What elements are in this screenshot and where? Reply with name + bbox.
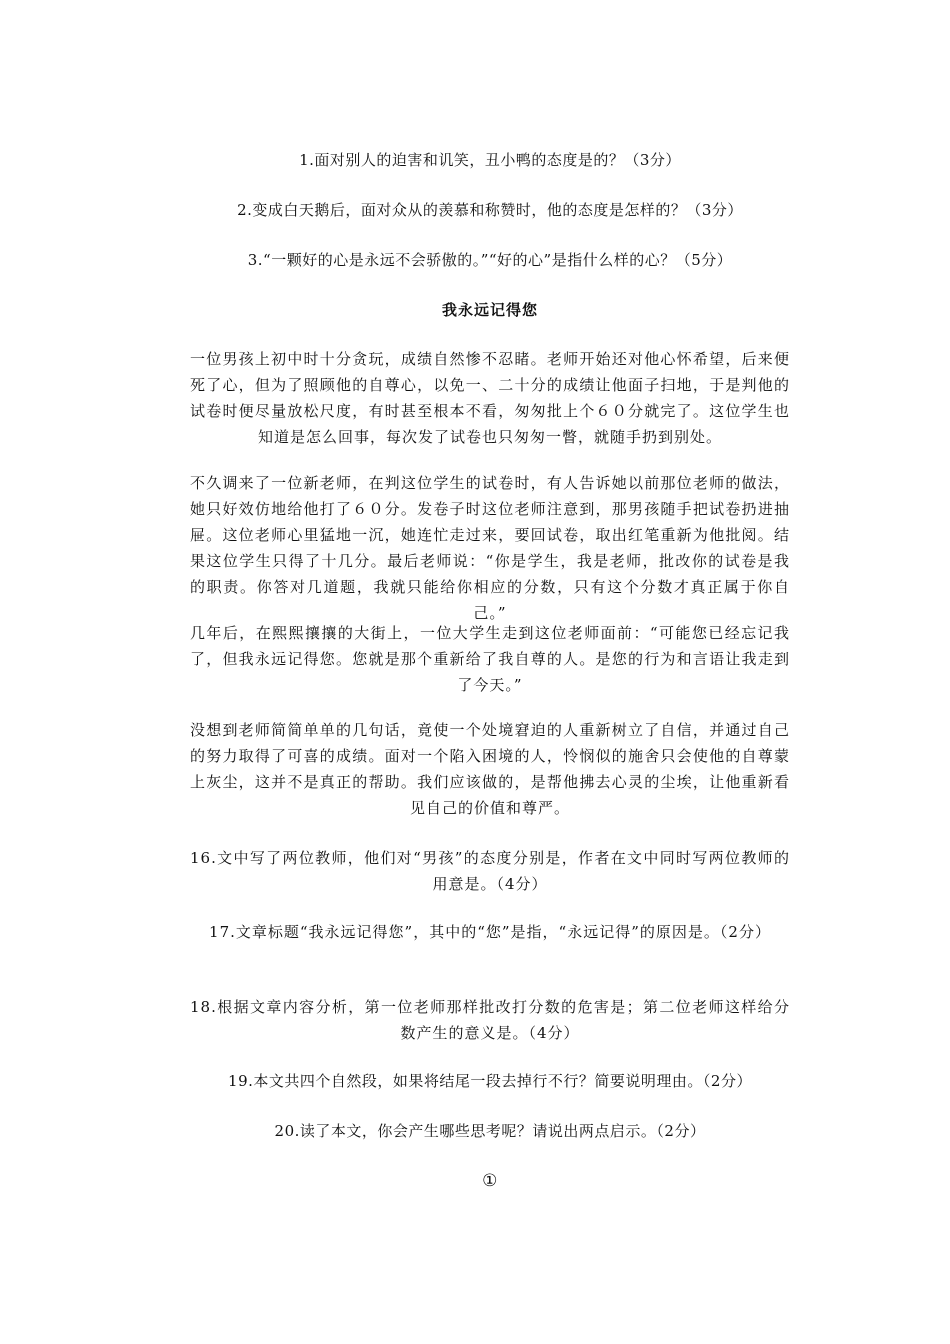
page-number: ① xyxy=(482,1171,498,1191)
question-20: 20.读了本文，你会产生哪些思考呢？请说出两点启示。（2分） xyxy=(274,1122,706,1140)
article-paragraph-1: 一位男孩上初中时十分贪玩，成绩自然惨不忍睹。老师开始还对他心怀希望，后来便死了心，但为了照顾他的自尊心，以免一、二十分的成绩让他面子扫地，于是判他的试卷时便尽量放松尺度，有时甚至根本不看，匆匆批上个６０分就完了。这位学生也知道是怎么回事，每次发了试卷也只匆匆一瞥，就随手扔到别处。 xyxy=(190,350,790,446)
question-1: 1.面对别人的迫害和讥笑，丑小鸭的态度是的？（3分） xyxy=(299,151,681,169)
question-3: 3.“一颗好的心是永远不会骄傲的。”“好的心”是指什么样的心？（5分） xyxy=(247,251,733,269)
question-16: 16.文中写了两位教师，他们对“男孩”的态度分别是，作者在文中同时写两位教师的用意是。（4分） xyxy=(190,849,790,893)
article-paragraph-4: 没想到老师简简单单的几句话，竟使一个处境窘迫的人重新树立了自信，并通过自己的努力取得了可喜的成绩。面对一个陷入困境的人，怜悯似的施舍只会使他的自尊蒙上灰尘，这并不是真正的帮助。我们应该做的，是帮他拂去心灵的尘埃，让他重新看见自己的价值和尊严。 xyxy=(190,721,790,817)
article-title: 我永远记得您 xyxy=(441,301,538,319)
question-18: 18.根据文章内容分析，第一位老师那样批改打分数的危害是；第二位老师这样给分数产生的意义是。（4分） xyxy=(190,998,790,1042)
question-2: 2.变成白天鹅后，面对众从的羡慕和称赞时，他的态度是怎样的？（3分） xyxy=(237,201,743,219)
question-17: 17.文章标题“我永远记得您”，其中的“您”是指，“永远记得”的原因是。（2分） xyxy=(209,923,771,941)
article-paragraph-2: 不久调来了一位新老师，在判这位学生的试卷时，有人告诉她以前那位老师的做法，她只好效仿地给他打了６０分。发卷子时这位老师注意到，那男孩随手把试卷扔进抽屉。这位老师心里猛地一沉，她连忙走过来，要回试卷，取出红笔重新为他批阅。结果这位学生只得了十几分。最后老师说：“你是学生，我是老师，批改你的试卷是我的职责。你答对几道题，我就只能给你相应的分数，只有这个分数才真正属于你自己。” xyxy=(190,474,790,622)
article-paragraph-3: 几年后，在熙熙攘攘的大街上，一位大学生走到这位老师面前：“可能您已经忘记我了，但我永远记得您。您就是那个重新给了我自尊的人。是您的行为和言语让我走到了今天。” xyxy=(190,624,790,694)
question-19: 19.本文共四个自然段，如果将结尾一段去掉行不行？简要说明理由。（2分） xyxy=(228,1072,752,1090)
